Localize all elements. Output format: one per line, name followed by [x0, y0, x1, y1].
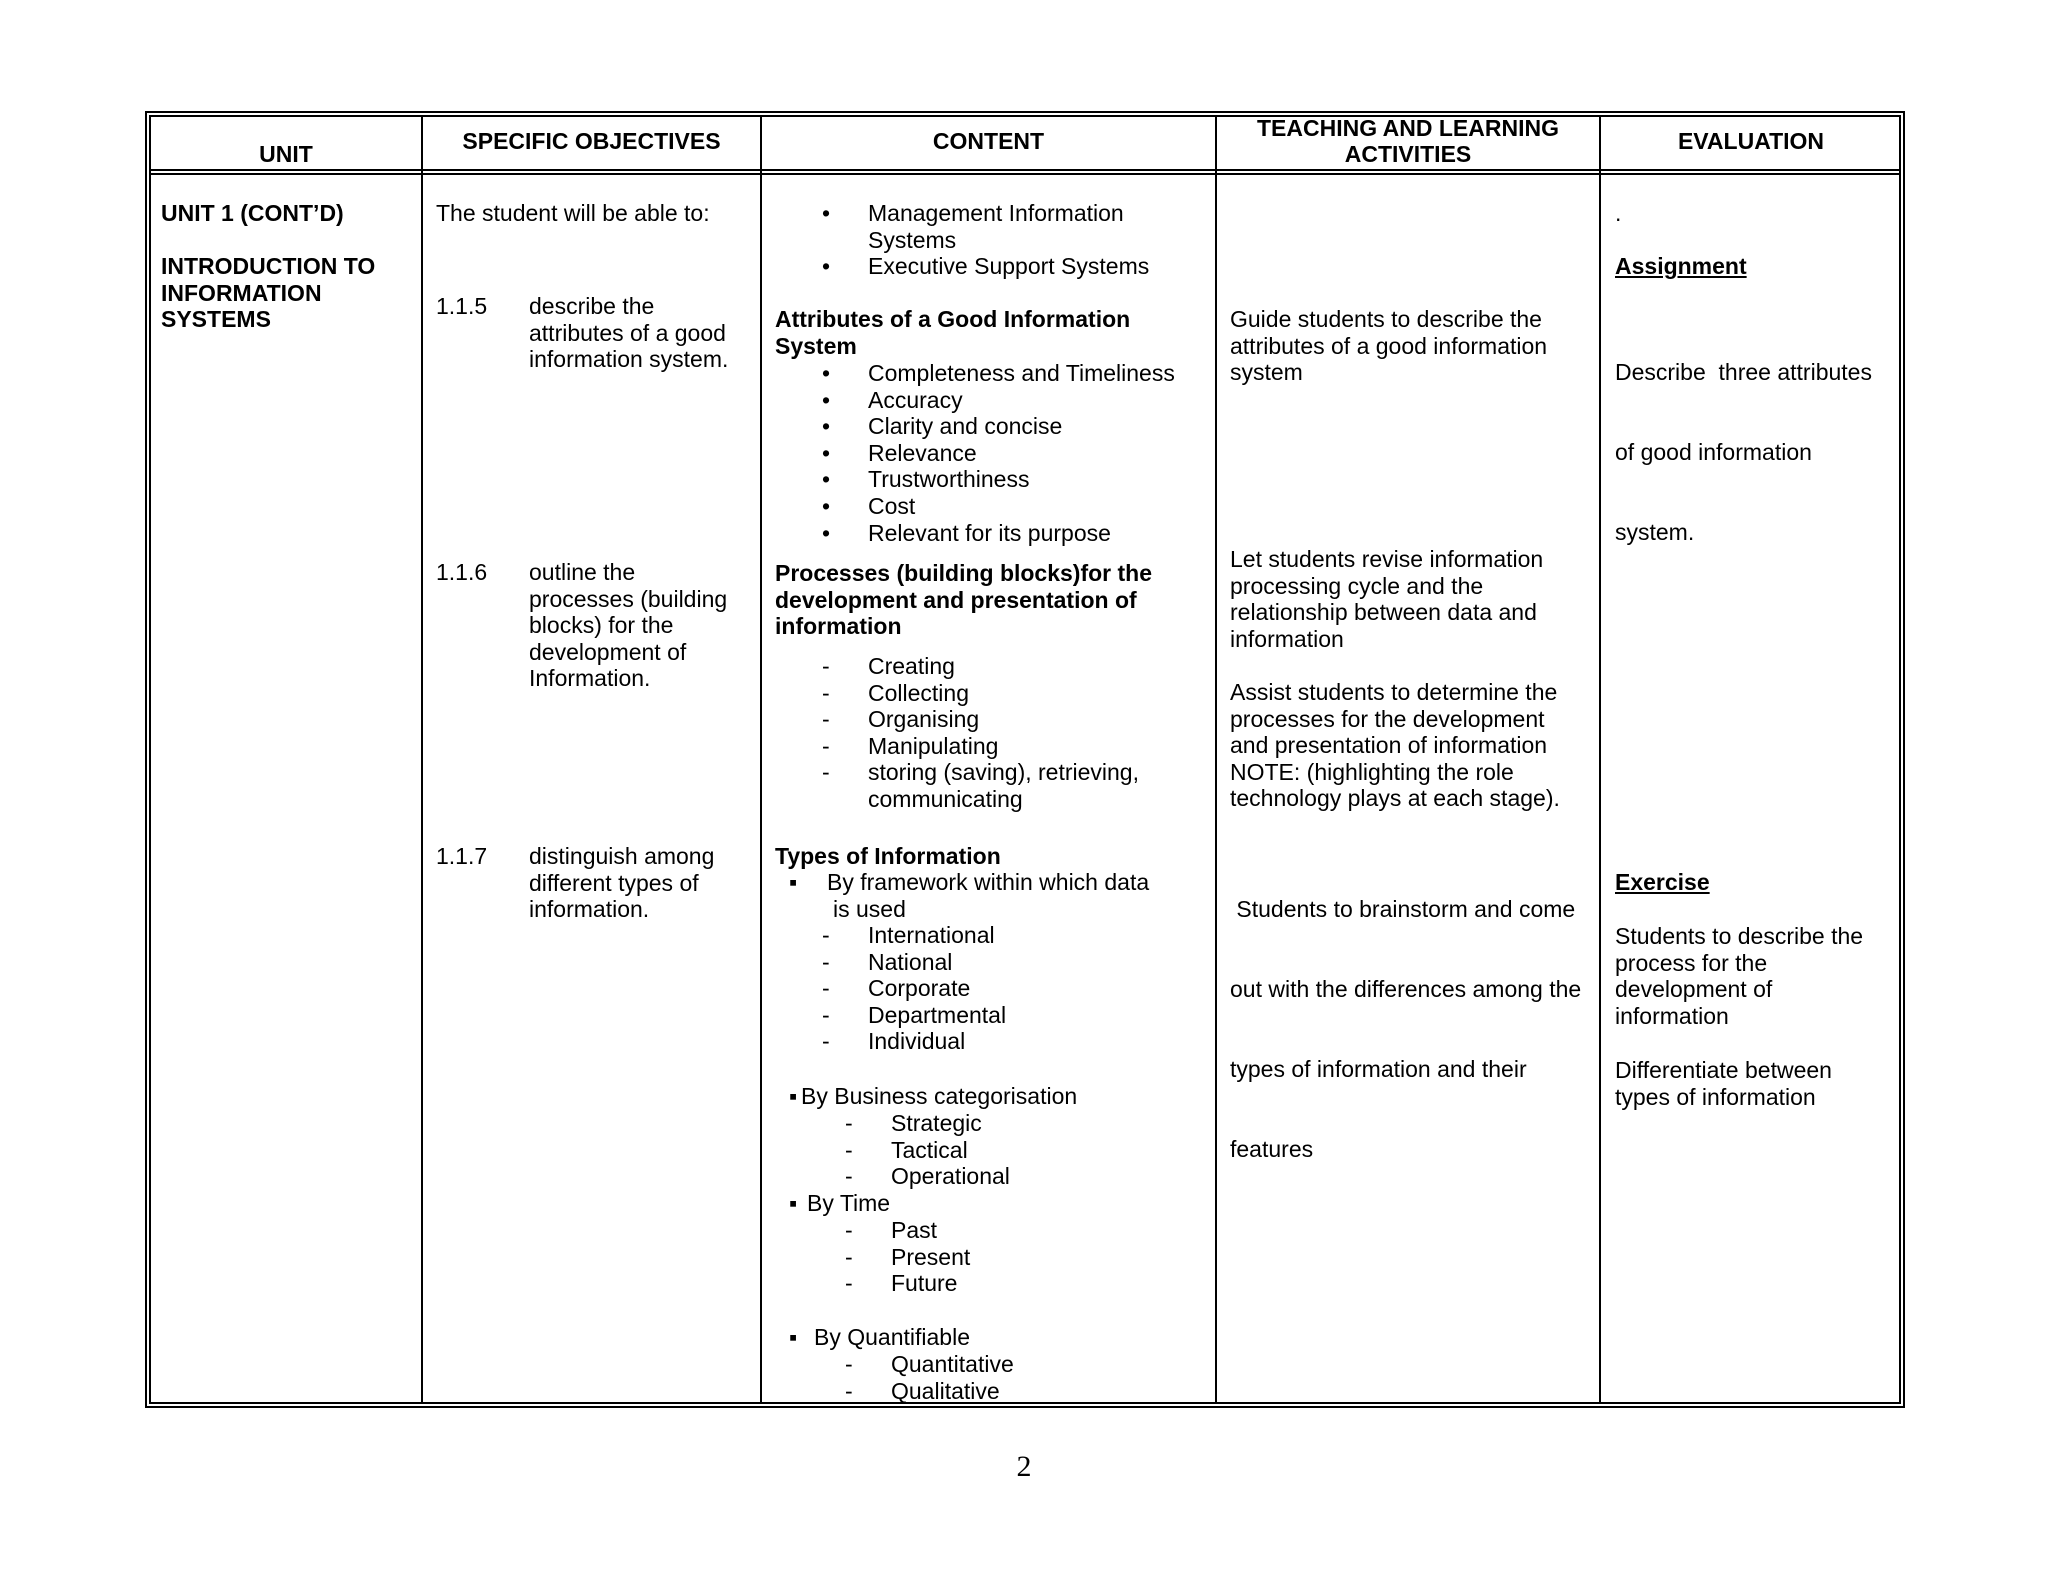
header-separator — [149, 169, 1901, 171]
framework-label: is used — [833, 896, 906, 922]
header-specific-objectives: SPECIFIC OBJECTIVES — [462, 128, 721, 154]
bullet-marker: • — [822, 200, 831, 226]
page-number: 2 — [1016, 1450, 1032, 1483]
dash-marker: - - - - - — [822, 653, 830, 786]
column-divider — [1599, 115, 1601, 1404]
business-list: Strategic Tactical Operational — [891, 1110, 1010, 1190]
objective-text: describe the attributes of a good information system. — [529, 293, 729, 373]
header-unit: UNIT — [259, 141, 313, 167]
column-divider — [760, 115, 762, 1404]
square-marker: ▪ — [789, 1324, 798, 1350]
unit-title: INTRODUCTION TO INFORMATION SYSTEMS — [161, 253, 376, 333]
processes-heading: Processes (building blocks)for the development and presentation of information — [775, 560, 1153, 640]
objective-number: 1.1.6 — [436, 559, 488, 585]
types-heading: Types of Information — [775, 843, 1001, 869]
framework-list: International National Corporate Departmental Individual — [868, 922, 1007, 1055]
dash-marker: - - — [845, 1351, 853, 1404]
objective-number: 1.1.7 — [436, 843, 488, 869]
assignment-text: Describe three attributes of good information system. — [1615, 359, 1872, 545]
dash-marker: - - - — [845, 1217, 853, 1297]
dash-marker: - - - — [845, 1110, 853, 1190]
evaluation-dot: . — [1615, 200, 1622, 226]
quant-label: By Quantifiable — [814, 1324, 970, 1350]
exercise-text: Students to describe the process for the development of information — [1615, 923, 1864, 1029]
content-bullet-text: Management Information Systems — [868, 200, 1124, 253]
attributes-heading: Attributes of a Good Information System — [775, 306, 1131, 359]
bullet-marker: • — [822, 253, 831, 279]
header-separator-2 — [149, 173, 1901, 175]
dash-marker: - - - - - — [822, 922, 830, 1055]
processes-list: Creating Collecting Organising Manipulating storing (saving), retrieving, communicating — [868, 653, 1139, 812]
activity-block: Assist students to determine the processes for the development and presentation of information NOTE: (highlighting the role technology plays at each stage). — [1230, 679, 1560, 812]
time-label: By Time — [807, 1190, 891, 1216]
header-content: CONTENT — [932, 128, 1045, 154]
exercise-heading: Exercise — [1615, 869, 1710, 895]
framework-label: By framework within which data — [827, 869, 1150, 895]
header-teaching-activities: TEACHING AND LEARNING ACTIVITIES — [1257, 115, 1559, 167]
square-marker: ▪ — [789, 869, 798, 895]
exercise-text: Differentiate between types of information — [1615, 1057, 1832, 1110]
objective-text: distinguish among different types of information. — [529, 843, 715, 923]
content-bullet-text: Executive Support Systems — [868, 253, 1150, 279]
business-label: By Business categorisation — [801, 1083, 1078, 1109]
square-marker: ▪ — [789, 1190, 798, 1216]
activity-block: Guide students to describe the attributes of a good information system — [1230, 306, 1548, 386]
column-divider — [1215, 115, 1217, 1404]
activity-block: Let students revise information processing cycle and the relationship between data and information — [1230, 546, 1544, 652]
objective-text: outline the processes (building blocks) for the development of Information. — [529, 559, 728, 692]
activity-block: Students to brainstorm and come out with the differences among the types of information and their features — [1230, 896, 1582, 1162]
assignment-heading: Assignment — [1615, 253, 1747, 279]
objective-number: 1.1.5 — [436, 293, 488, 319]
unit-label: UNIT 1 (CONT’D) — [161, 200, 344, 226]
quant-list: Quantitative Qualitative — [891, 1351, 1014, 1404]
bullet-marker: • • • • • • • — [822, 360, 831, 546]
objectives-intro: The student will be able to: — [436, 200, 710, 226]
column-divider — [421, 115, 423, 1404]
header-evaluation: EVALUATION — [1677, 128, 1825, 154]
time-list: Past Present Future — [891, 1217, 971, 1297]
attributes-list: Completeness and Timeliness Accuracy Clarity and concise Relevance Trustworthiness Cost Relevant for its purpose — [868, 360, 1175, 546]
square-marker: ▪ — [789, 1083, 798, 1109]
